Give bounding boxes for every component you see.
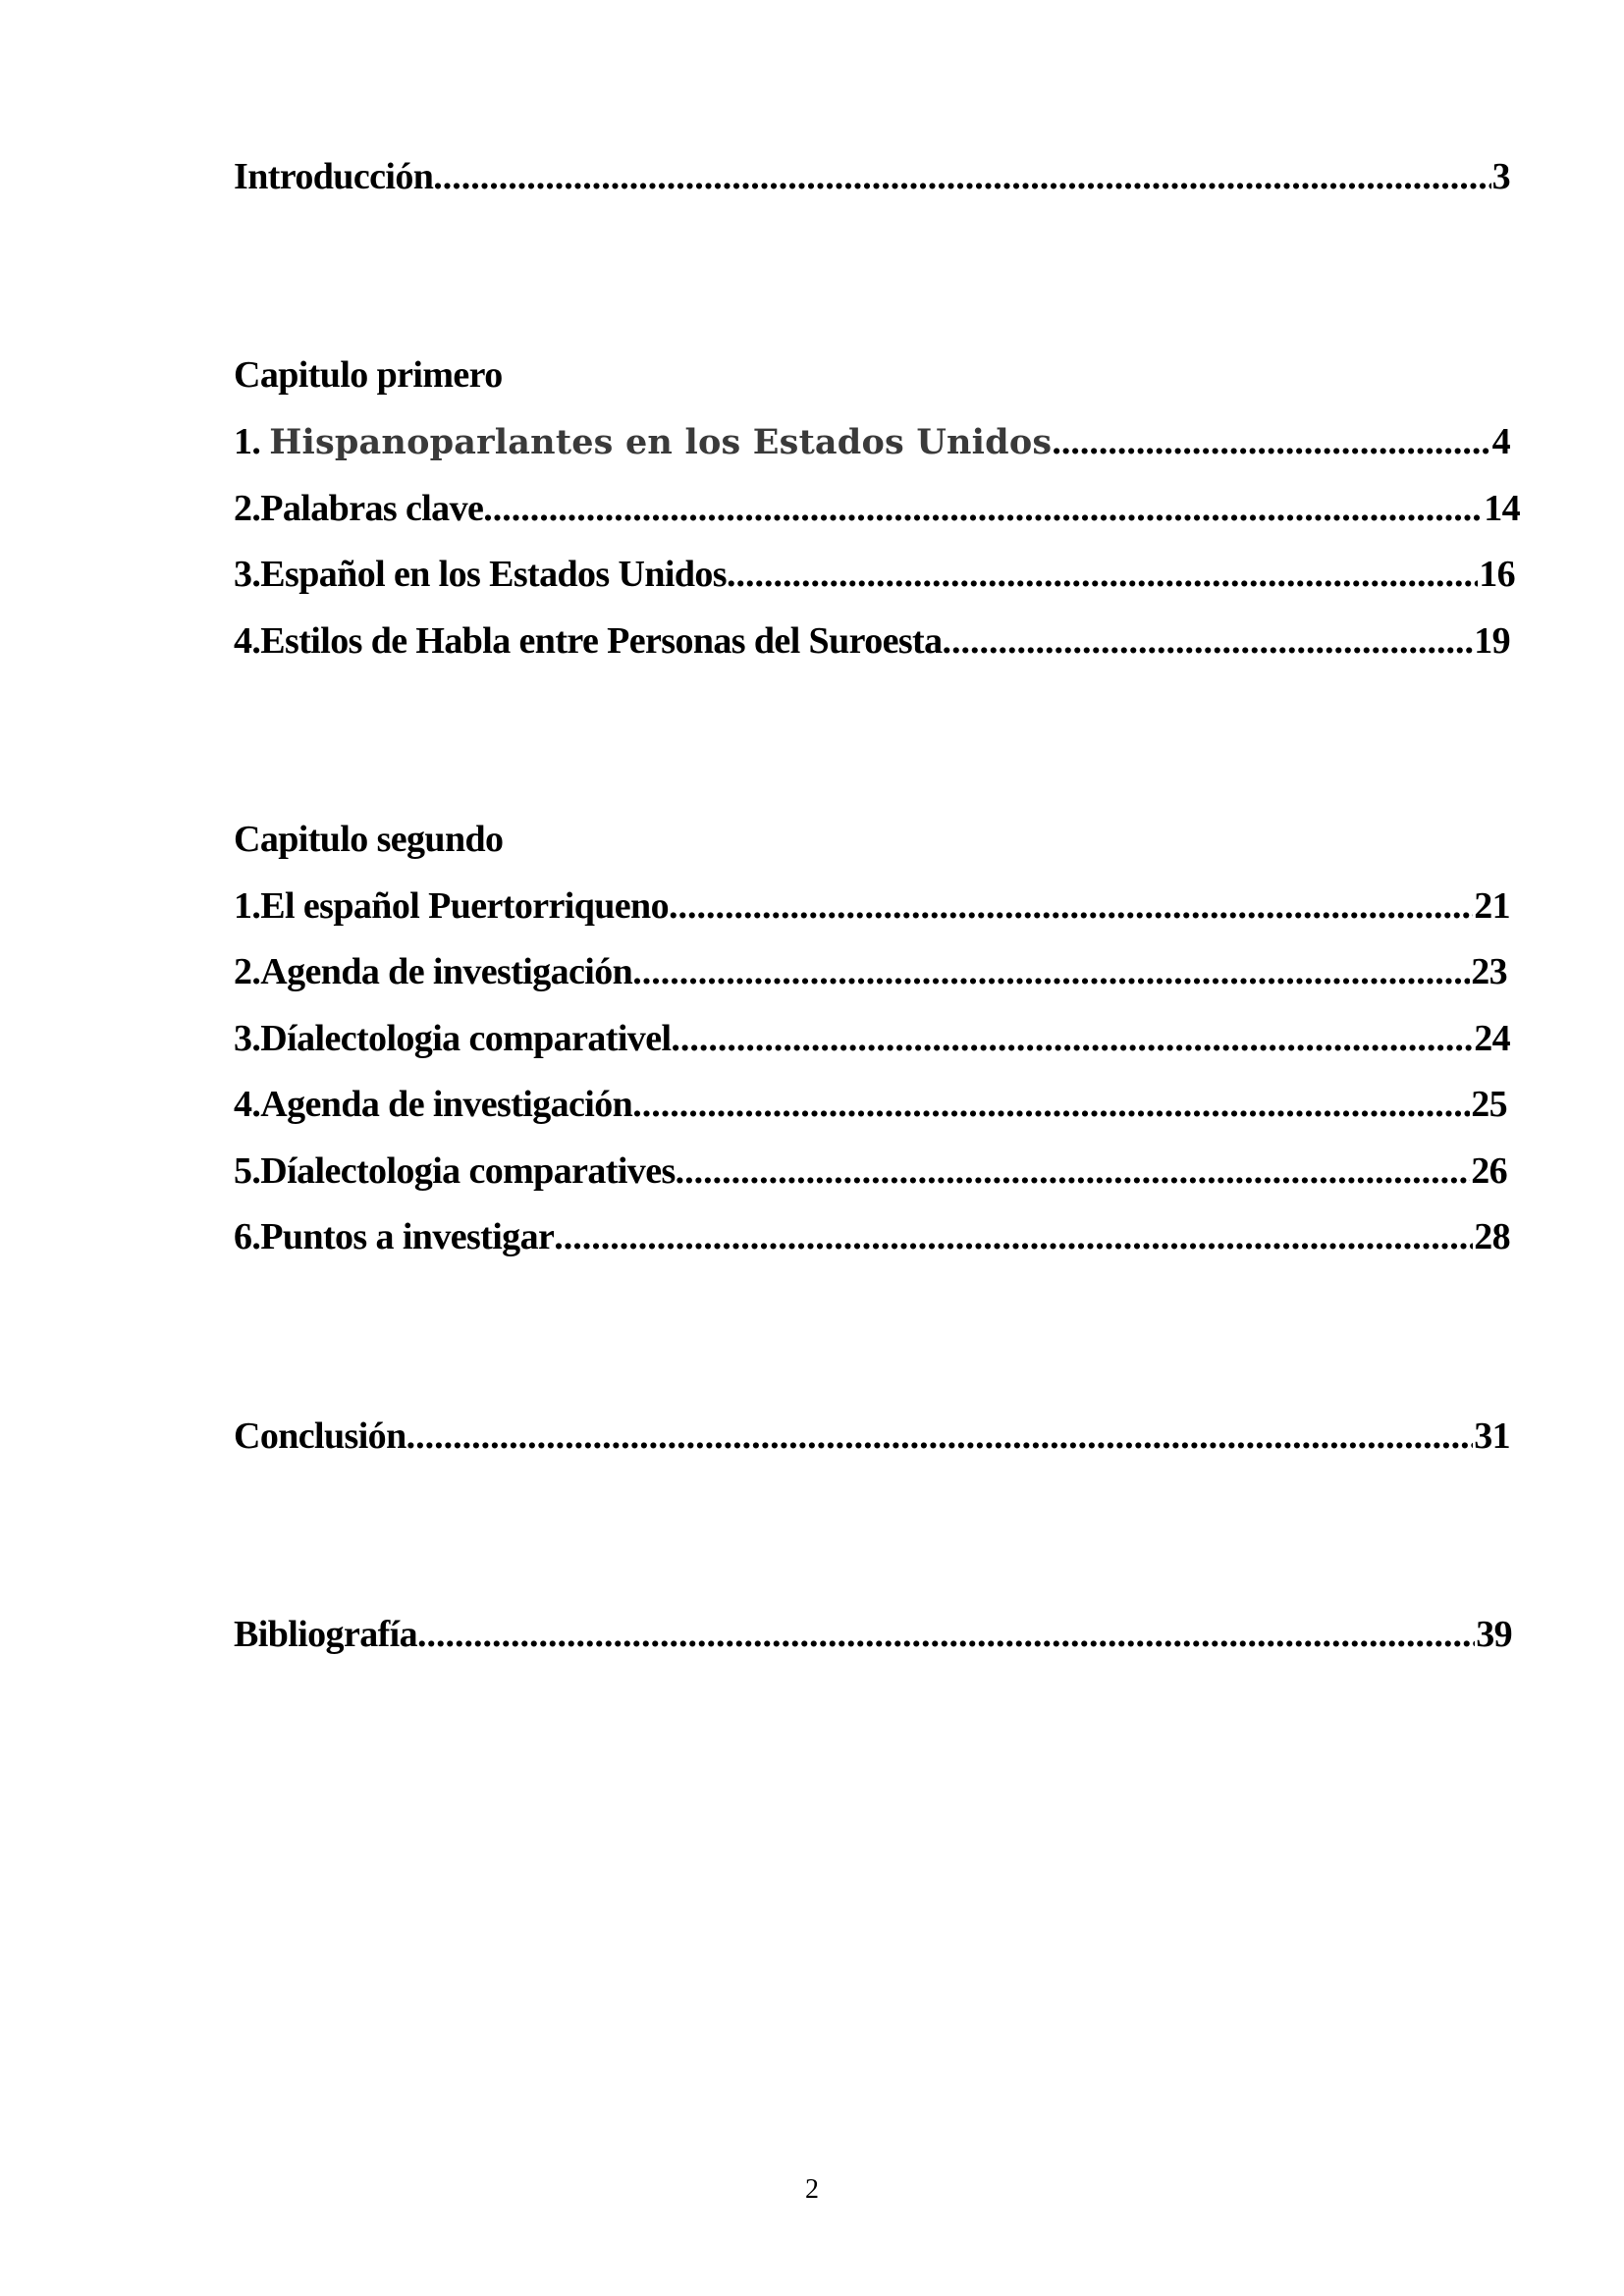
toc-entry-text: Hispanoparlantes en los Estados Unidos: [269, 422, 1053, 462]
toc-entry-title: 4.Agenda de investigación: [234, 1084, 633, 1125]
toc-entry-ch2-6: [234, 1215, 1510, 1264]
toc-entry-ch2-4: [234, 1083, 1507, 1132]
toc-leader-dots: [669, 884, 1473, 928]
toc-entry-page: 26: [1471, 1150, 1507, 1192]
toc-entry-bibliografia: [234, 1613, 1512, 1662]
toc-leader-dots: [671, 1017, 1473, 1060]
toc-entry-page: 24: [1474, 1018, 1510, 1059]
toc-leader-dots: [406, 1415, 1474, 1458]
toc-entry-title: Bibliografía: [234, 1614, 418, 1655]
toc-leader-dots: [1052, 420, 1490, 463]
toc-entry-title: 3.Español en los Estados Unidos: [234, 554, 727, 595]
toc-entry-title: Introducción: [234, 156, 434, 197]
toc-entry-page: 14: [1484, 488, 1520, 529]
toc-entry-page: 39: [1476, 1614, 1512, 1655]
page-number: 2: [805, 2174, 819, 2205]
toc-leader-dots: [943, 619, 1474, 663]
toc-entry-title: Conclusión: [234, 1415, 406, 1457]
toc-entry-page: 31: [1474, 1415, 1510, 1457]
toc-entry-page: 3: [1491, 156, 1510, 197]
toc-entry-page: 21: [1474, 885, 1510, 927]
toc-leader-dots: [483, 487, 1483, 530]
toc-leader-dots: [417, 1613, 1475, 1656]
toc-entry-title: 2.Palabras clave: [234, 488, 484, 529]
toc-entry-page: 28: [1474, 1216, 1510, 1257]
toc-entry-number: 1.: [234, 421, 270, 462]
toc-entry-page: 19: [1474, 620, 1510, 662]
toc-entry-ch1-2: [234, 487, 1520, 536]
toc-entry-title: 1.El español Puertorriqueno: [234, 885, 669, 927]
toc-entry-title: 3.Díalectologia comparativel: [234, 1018, 672, 1059]
toc-entry-page: 16: [1479, 554, 1515, 595]
toc-entry-introduccion: [234, 155, 1510, 204]
toc-entry-ch2-1: [234, 884, 1510, 934]
toc-entry-title: 2.Agenda de investigación: [234, 951, 633, 992]
toc-entry-ch1-3: [234, 553, 1515, 602]
toc-leader-dots: [727, 553, 1478, 596]
toc-entry-ch1-4: [234, 619, 1510, 668]
toc-entry-ch2-2: [234, 950, 1507, 999]
chapter-heading-segundo: Capitulo segundo: [234, 819, 504, 860]
toc-entry-title: 4.Estilos de Habla entre Personas del Suroesta: [234, 620, 943, 662]
toc-entry-ch1-1: [234, 420, 1510, 469]
toc-entry-title: 6.Puntos a investigar: [234, 1216, 555, 1257]
toc-entry-page: 4: [1491, 421, 1510, 462]
toc-leader-dots: [632, 950, 1470, 993]
toc-entry-conclusion: [234, 1415, 1510, 1464]
toc-entry-ch2-3: [234, 1017, 1510, 1066]
toc-entry-ch2-5: [234, 1149, 1507, 1199]
toc-entry-page: 25: [1471, 1084, 1507, 1125]
toc-leader-dots: [632, 1083, 1470, 1126]
chapter-heading-primero: Capitulo primero: [234, 354, 503, 396]
toc-entry-page: 23: [1471, 951, 1507, 992]
toc-leader-dots: [676, 1149, 1471, 1193]
toc-entry-title: 5.Díalectologia comparatives: [234, 1150, 676, 1192]
toc-leader-dots: [433, 155, 1490, 198]
toc-leader-dots: [554, 1215, 1473, 1258]
toc-entry-title: [234, 420, 1052, 463]
